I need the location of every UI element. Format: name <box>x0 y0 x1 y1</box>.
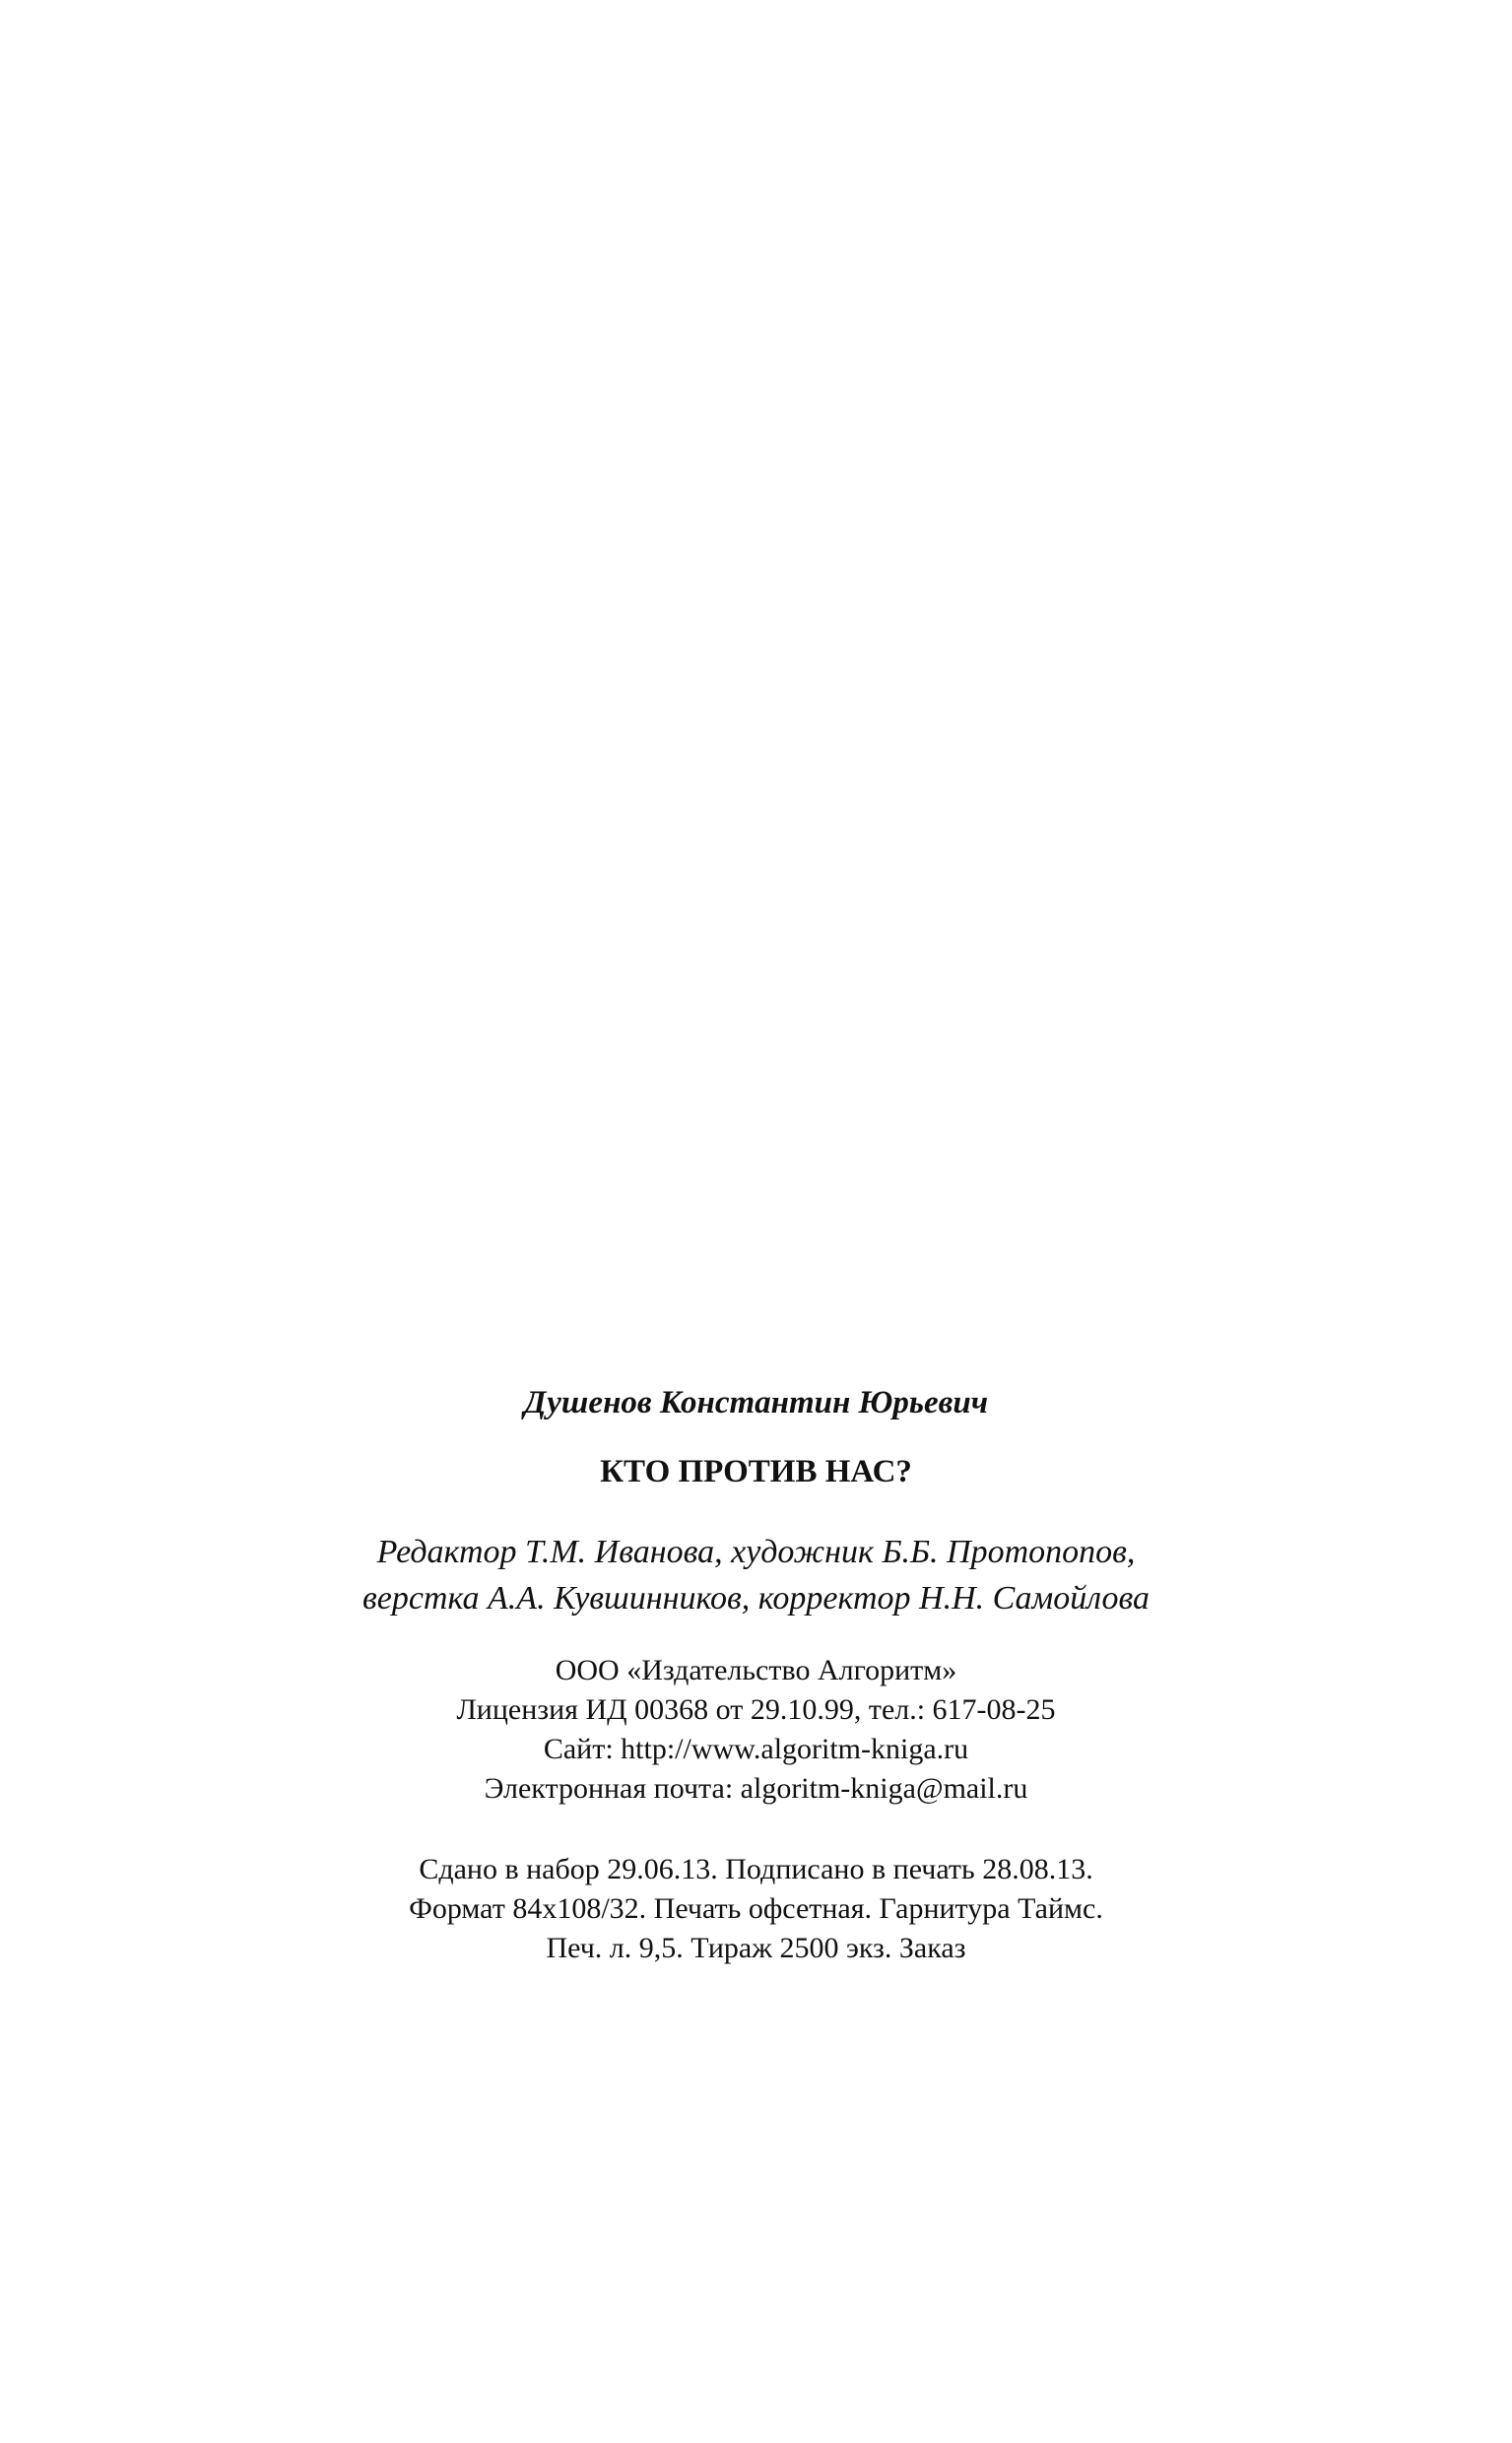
publisher-site: Сайт: http://www.algoritm-kniga.ru <box>543 1733 969 1765</box>
printing-dates: Сдано в набор 29.06.13. Подписано в печать 28.08.13. <box>419 1853 1093 1885</box>
credits-line-layout-proofreader: верстка А.А. Кувшинников, корректор Н.Н. Самойлова <box>362 1580 1150 1617</box>
author-name: Душенов Константин Юрьевич <box>523 1385 989 1420</box>
book-title: КТО ПРОТИВ НАС? <box>600 1454 912 1489</box>
printing-info-block <box>0 1850 1512 1968</box>
publisher-block <box>0 1651 1512 1809</box>
printing-format: Формат 84х108/32. Печать офсетная. Гарнитура Таймс. <box>409 1892 1103 1925</box>
credits-block <box>0 1529 1512 1621</box>
credits-line-editor-artist: Редактор Т.М. Иванова, художник Б.Б. Протопопов, <box>376 1534 1136 1570</box>
imprint-block <box>0 1383 1512 1968</box>
publisher-email: Электронная почта: algoritm-kniga@mail.ru <box>484 1772 1028 1805</box>
publisher-name: ООО «Издательство Алгоритм» <box>555 1654 957 1686</box>
publisher-license: Лицензия ИД 00368 от 29.10.99, тел.: 617-08-25 <box>456 1693 1056 1726</box>
printing-run: Печ. л. 9,5. Тираж 2500 экз. Заказ <box>546 1932 966 1964</box>
